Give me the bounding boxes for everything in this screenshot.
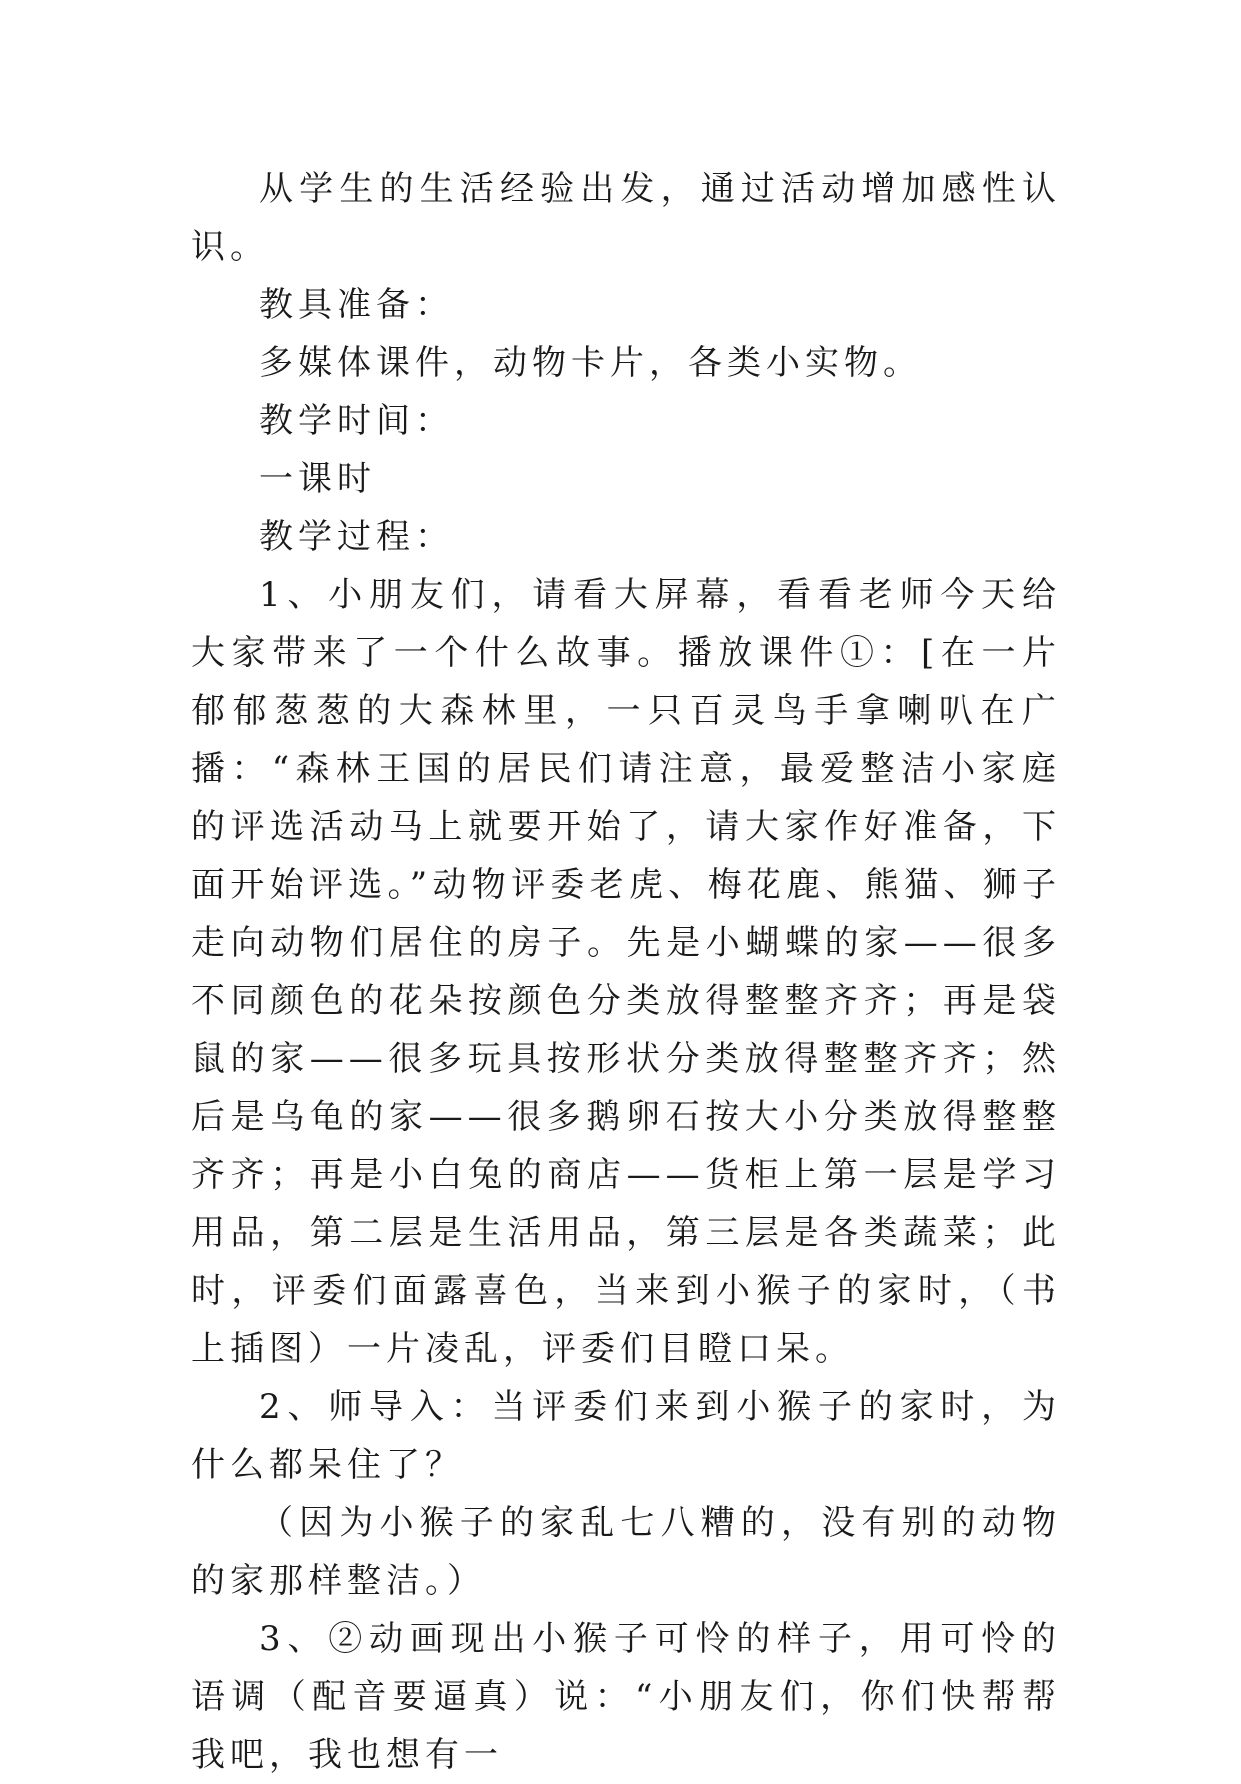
paragraph-step-3: 3、②动画现出小猴子可怜的样子，用可怜的语调（配音要逼真）说：“小朋友们，你们快帮帮我吧，我也想有一 xyxy=(191,1619,1061,1775)
paragraph-step-2: 2、师导入：当评委们来到小猴子的家时，为什么都呆住了？ xyxy=(191,1387,1061,1485)
paragraph-teaching-aids: 多媒体课件，动物卡片，各类小实物。 xyxy=(259,343,922,383)
paragraph-teaching-time: 一课时 xyxy=(259,459,376,499)
heading-teaching-process: 教学过程： xyxy=(259,517,454,557)
heading-teaching-time: 教学时间： xyxy=(259,401,454,441)
paragraph-intro: 从学生的生活经验出发，通过活动增加感性认识。 xyxy=(191,169,1061,267)
paragraph-step-2-answer: （因为小猴子的家乱七八糟的，没有别的动物的家那样整洁。） xyxy=(191,1503,1061,1601)
document-page xyxy=(191,160,1061,1784)
heading-teaching-aids: 教具准备： xyxy=(259,285,454,325)
paragraph-step-1: 1、小朋友们，请看大屏幕，看看老师今天给大家带来了一个什么故事。播放课件①：[在一片郁郁葱葱的大森林里，一只百灵鸟手拿喇叭在广播：“森林王国的居民们请注意，最爱整洁小家庭的评选活动马上就要开始了，请大家作好准备，下面开始评选。”动物评委老虎、梅花鹿、熊猫、狮子走向动物们居住的房子。先是小蝴蝶的家——很多不同颜色的花朵按颜色分类放得整整齐齐；再是袋鼠的家——很多玩具按形状分类放得整整齐齐；然后是乌龟的家——很多鹅卵石按大小分类放得整整齐齐；再是小白兔的商店——货柜上第一层是学习用品，第二层是生活用品，第三层是各类蔬菜；此时，评委们面露喜色，当来到小猴子的家时，（书上插图）一片凌乱，评委们目瞪口呆。 xyxy=(191,575,1061,1369)
